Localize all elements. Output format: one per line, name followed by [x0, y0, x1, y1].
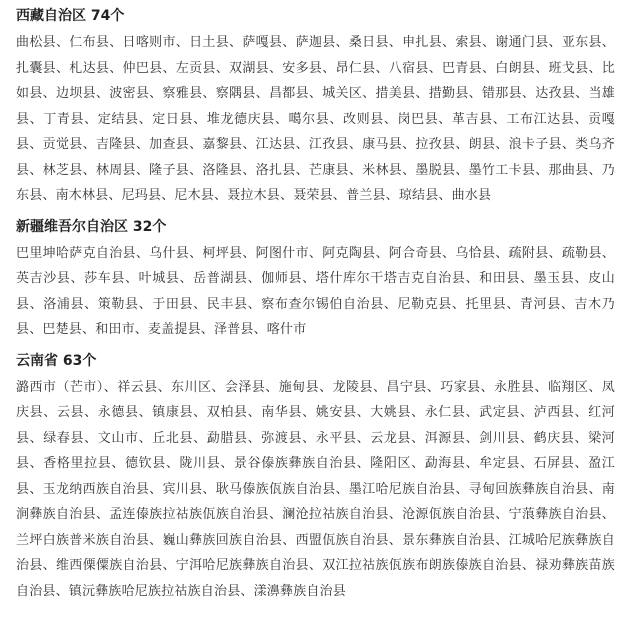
section-body: 巴里坤哈萨克自治县、乌什县、柯坪县、阿图什市、阿克陶县、阿合奇县、乌恰县、疏附县、疏勒县、英吉沙县、莎车县、叶城县、岳普湖县、伽师县、塔什库尔干塔吉克自治县、和田县、墨玉县、皮山县、洛浦县、策勒县、于田县、民丰县、察布查尔锡伯自治县、尼勒克县、托里县、青河县、吉木乃县、巴楚县、和田市、麦盖提县、泽普县、喀什市: [16, 245, 615, 337]
section-title: 西藏自治区 74个: [16, 8, 125, 24]
section-body: 曲松县、仁布县、日喀则市、日土县、萨嘎县、萨迦县、桑日县、申扎县、索县、谢通门县、亚东县、扎囊县、札达县、仲巴县、左贡县、双湖县、安多县、昂仁县、八宿县、巴青县、白朗县、班戈县、比如县、边坝县、波密县、察雅县、察隅县、昌都县、城关区、措美县、措勤县、错那县、达孜县、当雄县、丁青县、定结县、定日县、堆龙德庆县、噶尔县、改则县、岗巴县、革吉县、工布江达县、贡嘎县、贡觉县、吉隆县、加查县、嘉黎县、江达县、江孜县、康马县、拉孜县、朗县、浪卡子县、类乌齐县、林芝县、林周县、隆子县、洛隆县、洛扎县、芒康县、米林县、墨脱县、墨竹工卡县、那曲县、乃东县、南木林县、尼玛县、尼木县、聂拉木县、聂荣县、普兰县、琼结县、曲水县: [16, 35, 615, 203]
section-title: 新疆维吾尔自治区 32个: [16, 218, 167, 235]
section-body: 潞西市（芒市）、祥云县、东川区、会泽县、施甸县、龙陵县、昌宁县、巧家县、永胜县、临翔区、凤庆县、云县、永德县、镇康县、双柏县、南华县、姚安县、大姚县、永仁县、武定县、泸西县、红河县、绿春县、文山市、丘北县、勐腊县、弥渡县、永平县、云龙县、洱源县、剑川县、鹤庆县、梁河县、香格里拉县、德钦县、陇川县、景谷傣族彝族自治县、隆阳区、勐海县、牟定县、石屏县、盈江县、玉龙纳西族自治县、宾川县、耿马傣族佤族自治县、墨江哈尼族自治县、寻甸回族彝族自治县、南涧彝族自治县、孟连傣族拉祜族佤族自治县、澜沧拉祜族自治县、沧源佤族自治县、宁蒗彝族自治县、兰坪白族普米族自治县、巍山彝族回族自治县、西盟佤族自治县、景东彝族自治县、江城哈尼族彝族自治县、维西傈僳族自治县、宁洱哈尼族彝族自治县、双江拉祜族佤族布朗族傣族自治县、禄劝彝族苗族自治县、镇沅彝族哈尼族拉祜族自治县、漾濞彝族自治县: [16, 379, 615, 599]
section-tibet: [16, 2, 615, 209]
section-title: 云南省 63个: [16, 352, 97, 369]
section-xinjiang: [16, 213, 615, 343]
section-yunnan: [16, 347, 615, 605]
